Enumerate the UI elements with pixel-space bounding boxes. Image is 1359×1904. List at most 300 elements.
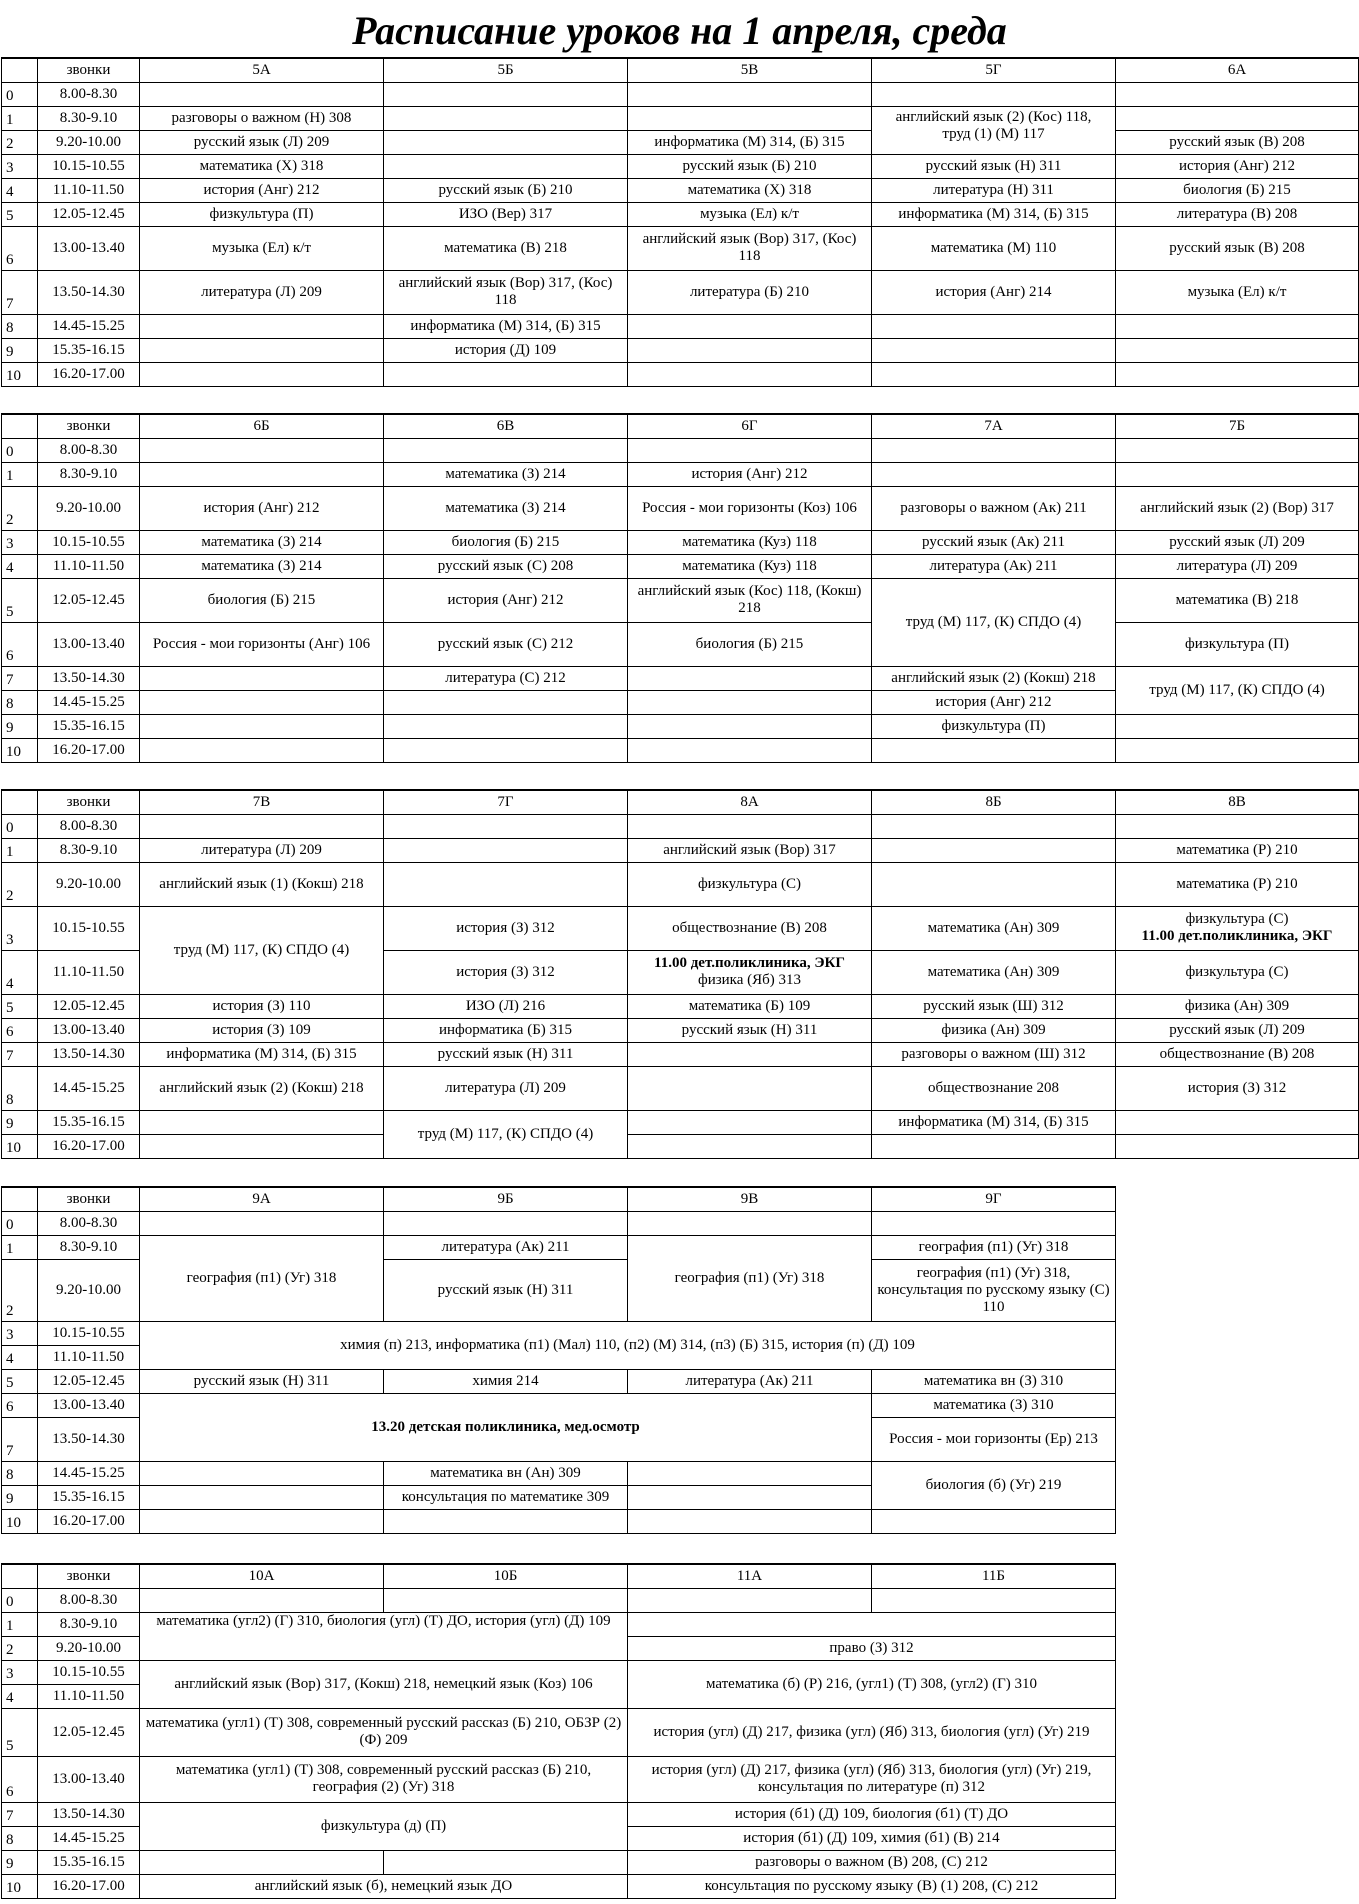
lesson-cell: физика (Ан) 309 xyxy=(872,1018,1116,1042)
lesson-cell: Россия - мои горизонты (Ер) 213 xyxy=(872,1417,1116,1461)
lesson-cell: русский язык (С) 208 xyxy=(384,554,628,578)
lesson-cell xyxy=(384,1509,628,1533)
lesson-cell: информатика (Б) 315 xyxy=(384,1018,628,1042)
lesson-number: 6 xyxy=(2,1018,38,1042)
lesson-cell xyxy=(628,106,872,130)
lesson-cell: литература (Л) 209 xyxy=(1116,554,1359,578)
class-header: 5Б xyxy=(384,58,628,82)
lesson-cell xyxy=(872,438,1116,462)
lesson-cell: физкультура (С) xyxy=(1116,950,1359,994)
times-header: звонки xyxy=(38,1187,140,1211)
lesson-number: 2 xyxy=(2,130,38,154)
lesson-cell: история (угл) (Д) 217, физика (угл) (Яб) 313, биология (угл) (Уг) 219 xyxy=(628,1708,1116,1756)
lesson-cell: разговоры о важном (Ак) 211 xyxy=(872,486,1116,530)
lesson-cell: физкультура (П) xyxy=(872,714,1116,738)
lesson-cell: разговоры о важном (Ш) 312 xyxy=(872,1042,1116,1066)
lesson-number: 3 xyxy=(2,530,38,554)
lesson-time: 12.05-12.45 xyxy=(38,994,140,1018)
lesson-cell xyxy=(140,338,384,362)
lesson-cell: музыка (Ел) к/т xyxy=(140,226,384,270)
lesson-cell: обществознание (В) 208 xyxy=(628,906,872,950)
lesson-time: 14.45-15.25 xyxy=(38,1066,140,1110)
lesson-cell xyxy=(872,1134,1116,1158)
lesson-cell: труд (М) 117, (К) СПДО (4) xyxy=(1116,666,1359,714)
lesson-number: 4 xyxy=(2,178,38,202)
lesson-time: 12.05-12.45 xyxy=(38,1708,140,1756)
lesson-cell: литература (Б) 210 xyxy=(628,270,872,314)
lesson-number: 2 xyxy=(2,862,38,906)
lesson-time: 8.00-8.30 xyxy=(38,1211,140,1235)
lesson-cell xyxy=(1116,714,1359,738)
lesson-cell: ИЗО (Вер) 317 xyxy=(384,202,628,226)
lesson-number: 3 xyxy=(2,1660,38,1684)
class-header: 7В xyxy=(140,790,384,814)
lesson-cell xyxy=(872,314,1116,338)
lesson-cell: литература (В) 208 xyxy=(1116,202,1359,226)
class-header: 11А xyxy=(628,1564,872,1588)
lesson-cell xyxy=(1116,338,1359,362)
class-header: 9Б xyxy=(384,1187,628,1211)
lesson-cell: музыка (Ел) к/т xyxy=(1116,270,1359,314)
clinic-note: 11.00 дет.поликлиника, ЭКГ xyxy=(654,955,845,971)
lesson-cell: математика (угл2) (Г) 310, биология (угл) (Т) ДО, история (угл) (Д) 109 xyxy=(140,1612,628,1660)
lesson-cell: труд (М) 117, (К) СПДО (4) xyxy=(872,578,1116,666)
lesson-number: 3 xyxy=(2,1321,38,1345)
lesson-cell xyxy=(140,1509,384,1533)
lesson-cell: русский язык (Н) 311 xyxy=(628,1018,872,1042)
lesson-time: 11.10-11.50 xyxy=(38,554,140,578)
lesson-cell: литература (Ак) 211 xyxy=(628,1369,872,1393)
lesson-number: 3 xyxy=(2,906,38,950)
lesson-number: 4 xyxy=(2,554,38,578)
lesson-time: 8.00-8.30 xyxy=(38,814,140,838)
corner-cell xyxy=(2,1187,38,1211)
lesson-cell xyxy=(872,362,1116,386)
lesson-number: 10 xyxy=(2,362,38,386)
lesson-time: 11.10-11.50 xyxy=(38,1345,140,1369)
lesson-cell: физкультура (д) (П) xyxy=(140,1802,628,1850)
class-header: 7Г xyxy=(384,790,628,814)
lesson-number: 0 xyxy=(2,1211,38,1235)
lesson-cell: русский язык (С) 212 xyxy=(384,622,628,666)
lesson-cell xyxy=(384,438,628,462)
lesson-cell xyxy=(384,106,628,130)
lesson-cell: математика вн (Ан) 309 xyxy=(384,1461,628,1485)
lesson-cell: литература (Ак) 211 xyxy=(384,1235,628,1259)
lesson-time: 14.45-15.25 xyxy=(38,1826,140,1850)
lesson-cell xyxy=(384,862,628,906)
lesson-cell xyxy=(872,1588,1116,1612)
lesson-time: 10.15-10.55 xyxy=(38,154,140,178)
lesson-cell xyxy=(384,714,628,738)
schedule-table-6b-7b xyxy=(1,413,1359,763)
lesson-cell xyxy=(140,462,384,486)
class-header: 9В xyxy=(628,1187,872,1211)
lesson-line: английский язык (2) (Кос) 118, xyxy=(895,108,1092,125)
lesson-time: 9.20-10.00 xyxy=(38,1636,140,1660)
corner-cell xyxy=(2,790,38,814)
lesson-cell: математика (Ан) 309 xyxy=(872,950,1116,994)
lesson-cell: химия (п) 213, информатика (п1) (Мал) 110, (п2) (М) 314, (п3) (Б) 315, история (п) (Д) 109 xyxy=(140,1321,1116,1369)
lesson-cell: английский язык (Вор) 317, (Кокш) 218, немецкий язык (Коз) 106 xyxy=(140,1660,628,1708)
lesson-cell xyxy=(872,82,1116,106)
lesson-number: 6 xyxy=(2,1393,38,1417)
lesson-cell xyxy=(628,1211,872,1235)
lesson-cell: русский язык (Ак) 211 xyxy=(872,530,1116,554)
lesson-time: 11.10-11.50 xyxy=(38,178,140,202)
lesson-cell xyxy=(628,1134,872,1158)
lesson-cell: обществознание (В) 208 xyxy=(1116,1042,1359,1066)
lesson-cell: история (Анг) 214 xyxy=(872,270,1116,314)
lesson-cell: музыка (Ел) к/т xyxy=(628,202,872,226)
lesson-cell xyxy=(872,1211,1116,1235)
class-header: 9Г xyxy=(872,1187,1116,1211)
class-header: 6Б xyxy=(140,414,384,438)
lesson-cell xyxy=(628,1066,872,1110)
lesson-cell xyxy=(1116,1110,1359,1134)
lesson-cell xyxy=(628,714,872,738)
lesson-time: 13.50-14.30 xyxy=(38,1417,140,1461)
lesson-time: 8.00-8.30 xyxy=(38,1588,140,1612)
lesson-cell: биология (Б) 215 xyxy=(1116,178,1359,202)
lesson-number: 8 xyxy=(2,1066,38,1110)
lesson-cell: консультация по русскому языку (В) (1) 208, (С) 212 xyxy=(628,1874,1116,1898)
corner-cell xyxy=(2,58,38,82)
lesson-time: 12.05-12.45 xyxy=(38,1369,140,1393)
lesson-cell: физика (Ан) 309 xyxy=(1116,994,1359,1018)
lesson-cell: география (п1) (Уг) 318 xyxy=(628,1235,872,1321)
lesson-time: 15.35-16.15 xyxy=(38,1850,140,1874)
lesson-cell: математика (угл1) (Т) 308, современный русский рассказ (Б) 210, география (2) (Уг) 318 xyxy=(140,1756,628,1802)
lesson-time: 16.20-17.00 xyxy=(38,362,140,386)
lesson-cell: русский язык (Н) 311 xyxy=(872,154,1116,178)
lesson-cell xyxy=(384,738,628,762)
lesson-time: 11.10-11.50 xyxy=(38,950,140,994)
lesson-cell xyxy=(384,1588,628,1612)
times-header: звонки xyxy=(38,58,140,82)
lesson-cell: русский язык (Н) 311 xyxy=(384,1042,628,1066)
lesson-cell xyxy=(872,338,1116,362)
class-header: 7А xyxy=(872,414,1116,438)
times-header: звонки xyxy=(38,1564,140,1588)
lesson-cell xyxy=(872,106,1116,154)
lesson-cell xyxy=(1116,314,1359,338)
lesson-number: 7 xyxy=(2,1042,38,1066)
lesson-time: 14.45-15.25 xyxy=(38,1461,140,1485)
lesson-cell xyxy=(628,82,872,106)
lesson-cell: география (п1) (Уг) 318 xyxy=(140,1235,384,1321)
lesson-cell: обществознание 208 xyxy=(872,1066,1116,1110)
lesson-cell xyxy=(628,438,872,462)
lesson-cell: история (Анг) 212 xyxy=(384,578,628,622)
lesson-cell: математика вн (З) 310 xyxy=(872,1369,1116,1393)
lesson-cell: литература (Л) 209 xyxy=(384,1066,628,1110)
lesson-cell xyxy=(140,1485,384,1509)
lesson-time: 8.30-9.10 xyxy=(38,838,140,862)
lesson-number: 6 xyxy=(2,622,38,666)
lesson-cell: физкультура (П) xyxy=(1116,622,1359,666)
lesson-cell xyxy=(140,1110,384,1134)
lesson-cell xyxy=(628,1110,872,1134)
clinic-note: 11.00 дет.поликлиника, ЭКГ xyxy=(1141,928,1333,944)
lesson-cell: литература (Ак) 211 xyxy=(872,554,1116,578)
lesson-cell: математика (В) 218 xyxy=(384,226,628,270)
lesson-number: 3 xyxy=(2,154,38,178)
lesson-time: 8.30-9.10 xyxy=(38,1612,140,1636)
lesson-cell xyxy=(628,814,872,838)
lesson-cell xyxy=(140,82,384,106)
lesson-time: 16.20-17.00 xyxy=(38,1874,140,1898)
lesson-cell: биология (Б) 215 xyxy=(140,578,384,622)
lesson-cell: математика (угл1) (Т) 308, современный русский рассказ (Б) 210, ОБЗР (2) (Ф) 209 xyxy=(140,1708,628,1756)
lesson-number: 9 xyxy=(2,1110,38,1134)
lesson-number: 0 xyxy=(2,1588,38,1612)
lesson-time: 13.00-13.40 xyxy=(38,1018,140,1042)
lesson-line: труд (1) (М) 117 xyxy=(942,125,1045,142)
lesson-cell xyxy=(628,1461,872,1485)
lesson-cell: физкультура (С) xyxy=(628,862,872,906)
lesson-number: 6 xyxy=(2,226,38,270)
class-header: 10А xyxy=(140,1564,384,1588)
lesson-cell xyxy=(384,1211,628,1235)
lesson-time: 9.20-10.00 xyxy=(38,130,140,154)
lesson-time: 16.20-17.00 xyxy=(38,738,140,762)
lesson-cell: история (Анг) 212 xyxy=(1116,154,1359,178)
lesson-cell: труд (М) 117, (К) СПДО (4) xyxy=(384,1110,628,1158)
lesson-cell: история (Д) 109 xyxy=(384,338,628,362)
lesson-time: 15.35-16.15 xyxy=(38,1485,140,1509)
lesson-time: 16.20-17.00 xyxy=(38,1134,140,1158)
lesson-cell xyxy=(1116,362,1359,386)
lesson-number: 1 xyxy=(2,1235,38,1259)
lesson-number: 5 xyxy=(2,202,38,226)
times-header: звонки xyxy=(38,414,140,438)
lesson-cell: информатика (М) 314, (Б) 315 xyxy=(384,314,628,338)
lesson-cell: математика (Куз) 118 xyxy=(628,530,872,554)
lesson-cell: английский язык (Кос) 118, (Кокш) 218 xyxy=(628,578,872,622)
lesson-number: 8 xyxy=(2,314,38,338)
lesson-time: 13.50-14.30 xyxy=(38,1802,140,1826)
lesson-number: 10 xyxy=(2,1509,38,1533)
lesson-cell: математика (Б) 109 xyxy=(628,994,872,1018)
lesson-time: 15.35-16.15 xyxy=(38,338,140,362)
lesson-time: 8.30-9.10 xyxy=(38,462,140,486)
lesson-cell xyxy=(140,1134,384,1158)
lesson-cell: биология (Б) 215 xyxy=(628,622,872,666)
lesson-number: 5 xyxy=(2,1708,38,1756)
lesson-cell: математика (З) 214 xyxy=(384,462,628,486)
lesson-number: 6 xyxy=(2,1756,38,1802)
lesson-cell xyxy=(628,1588,872,1612)
schedule-table-9 xyxy=(1,1186,1116,1534)
lesson-cell xyxy=(1116,462,1359,486)
class-header: 8Б xyxy=(872,790,1116,814)
lesson-cell: математика (З) 214 xyxy=(384,486,628,530)
lesson-cell xyxy=(140,1588,384,1612)
lesson-cell: история (Анг) 212 xyxy=(140,486,384,530)
lesson-cell xyxy=(140,814,384,838)
lesson-cell: история (З) 312 xyxy=(384,950,628,994)
lesson-cell: математика (З) 214 xyxy=(140,530,384,554)
lesson-time: 13.50-14.30 xyxy=(38,270,140,314)
lesson-cell: английский язык (2) (Кокш) 218 xyxy=(872,666,1116,690)
lesson-cell xyxy=(384,362,628,386)
lesson-number: 7 xyxy=(2,666,38,690)
lesson-cell: английский язык (Вор) 317, (Кос) 118 xyxy=(384,270,628,314)
class-header: 8В xyxy=(1116,790,1359,814)
lesson-time: 13.50-14.30 xyxy=(38,1042,140,1066)
lesson-cell: русский язык (Б) 210 xyxy=(384,178,628,202)
lesson-cell: ИЗО (Л) 216 xyxy=(384,994,628,1018)
lesson-number: 4 xyxy=(2,950,38,994)
lesson-cell: русский язык (В) 208 xyxy=(1116,130,1359,154)
lesson-cell: Россия - мои горизонты (Коз) 106 xyxy=(628,486,872,530)
lesson-cell: история (Анг) 212 xyxy=(628,462,872,486)
lesson-number: 5 xyxy=(2,1369,38,1393)
schedule-table-7v-8v xyxy=(1,789,1359,1159)
lesson-cell: русский язык (Н) 311 xyxy=(384,1259,628,1321)
schedule-table-5-6a xyxy=(1,57,1359,387)
lesson-cell xyxy=(1116,738,1359,762)
lesson-cell xyxy=(628,1485,872,1509)
lesson-cell: литература (Л) 209 xyxy=(140,838,384,862)
lesson-cell: русский язык (Ш) 312 xyxy=(872,994,1116,1018)
lesson-cell xyxy=(628,1612,1116,1636)
times-header: звонки xyxy=(38,790,140,814)
lesson-cell xyxy=(1116,82,1359,106)
lesson-time: 9.20-10.00 xyxy=(38,486,140,530)
lesson-cell: математика (З) 310 xyxy=(872,1393,1116,1417)
lesson-time: 13.50-14.30 xyxy=(38,666,140,690)
lesson-cell xyxy=(872,814,1116,838)
lesson-cell: русский язык (В) 208 xyxy=(1116,226,1359,270)
lesson-cell: право (З) 312 xyxy=(628,1636,1116,1660)
class-header: 5Г xyxy=(872,58,1116,82)
lesson-time: 10.15-10.55 xyxy=(38,1660,140,1684)
class-header: 7Б xyxy=(1116,414,1359,438)
schedule-table-10-11 xyxy=(1,1563,1116,1899)
lesson-cell xyxy=(384,690,628,714)
lesson-time: 12.05-12.45 xyxy=(38,202,140,226)
lesson-time: 14.45-15.25 xyxy=(38,314,140,338)
lesson-time: 8.30-9.10 xyxy=(38,1235,140,1259)
lesson-number: 8 xyxy=(2,1461,38,1485)
lesson-number: 0 xyxy=(2,438,38,462)
lesson-number: 10 xyxy=(2,738,38,762)
lesson-number: 9 xyxy=(2,714,38,738)
lesson-cell xyxy=(872,862,1116,906)
lesson-cell: английский язык (1) (Кокш) 218 xyxy=(140,862,384,906)
lesson-cell xyxy=(872,462,1116,486)
lesson-cell: история (угл) (Д) 217, физика (угл) (Яб) 313, биология (угл) (Уг) 219, консультация по литературе (п) 312 xyxy=(628,1756,1116,1802)
lesson-cell: математика (В) 218 xyxy=(1116,578,1359,622)
class-header: 8А xyxy=(628,790,872,814)
lesson-number: 4 xyxy=(2,1345,38,1369)
lesson-number: 7 xyxy=(2,1417,38,1461)
class-header: 11Б xyxy=(872,1564,1116,1588)
lesson-number: 9 xyxy=(2,1850,38,1874)
lesson-number: 1 xyxy=(2,838,38,862)
lesson-number: 9 xyxy=(2,338,38,362)
lesson-cell xyxy=(140,1211,384,1235)
lesson-cell xyxy=(872,838,1116,862)
lesson-cell: биология (б) (Уг) 219 xyxy=(872,1461,1116,1509)
lesson-cell xyxy=(628,1509,872,1533)
lesson-cell xyxy=(384,1850,628,1874)
lesson-time: 8.00-8.30 xyxy=(38,82,140,106)
lesson-cell: английский язык (б), немецкий язык ДО xyxy=(140,1874,628,1898)
lesson-cell xyxy=(872,738,1116,762)
lesson-time: 10.15-10.55 xyxy=(38,906,140,950)
lesson-time: 16.20-17.00 xyxy=(38,1509,140,1533)
lesson-number: 1 xyxy=(2,462,38,486)
lesson-cell xyxy=(628,1042,872,1066)
lesson-cell: информатика (М) 314, (Б) 315 xyxy=(140,1042,384,1066)
lesson-cell: русский язык (Л) 209 xyxy=(1116,1018,1359,1042)
lesson-time: 11.10-11.50 xyxy=(38,1684,140,1708)
lesson-cell: математика (б) (Р) 216, (угл1) (Т) 308, (угл2) (Г) 310 xyxy=(628,1660,1116,1708)
lesson-cell: история (Анг) 212 xyxy=(872,690,1116,714)
lesson-cell xyxy=(628,362,872,386)
lesson-cell: русский язык (Н) 311 xyxy=(140,1369,384,1393)
lesson-cell xyxy=(1116,814,1359,838)
lesson-cell: биология (Б) 215 xyxy=(384,530,628,554)
lesson-cell xyxy=(628,666,872,690)
lesson-cell: математика (З) 214 xyxy=(140,554,384,578)
lesson-time: 14.45-15.25 xyxy=(38,690,140,714)
lesson-cell: труд (М) 117, (К) СПДО (4) xyxy=(140,906,384,994)
lesson-cell: английский язык (Вор) 317 xyxy=(628,838,872,862)
lesson-cell: литература (Н) 311 xyxy=(872,178,1116,202)
lesson-cell xyxy=(384,838,628,862)
lesson-number: 8 xyxy=(2,1826,38,1850)
lesson-cell: литература (Л) 209 xyxy=(140,270,384,314)
lesson-number: 1 xyxy=(2,1612,38,1636)
lesson-cell xyxy=(140,714,384,738)
lesson-cell: история (З) 109 xyxy=(140,1018,384,1042)
lesson-cell xyxy=(628,950,872,994)
class-header: 6Г xyxy=(628,414,872,438)
lesson-cell: разговоры о важном (Н) 308 xyxy=(140,106,384,130)
lesson-time: 8.30-9.10 xyxy=(38,106,140,130)
lesson-cell: химия 214 xyxy=(384,1369,628,1393)
lesson-cell xyxy=(140,1850,384,1874)
lesson-number: 2 xyxy=(2,486,38,530)
lesson-cell xyxy=(1116,106,1359,130)
lesson-cell: математика (Ан) 309 xyxy=(872,906,1116,950)
lesson-cell: информатика (М) 314, (Б) 315 xyxy=(872,1110,1116,1134)
lesson-number: 5 xyxy=(2,578,38,622)
lesson-cell xyxy=(140,314,384,338)
lesson-cell: физкультура (П) xyxy=(140,202,384,226)
lesson-number: 9 xyxy=(2,1485,38,1509)
class-header: 9А xyxy=(140,1187,384,1211)
lesson-cell: математика (Х) 318 xyxy=(140,154,384,178)
lesson-cell: история (З) 110 xyxy=(140,994,384,1018)
lesson-number: 4 xyxy=(2,1684,38,1708)
clinic-note: 13.20 детская поликлиника, мед.осмотр xyxy=(140,1393,872,1461)
lesson-cell: русский язык (Б) 210 xyxy=(628,154,872,178)
lesson-cell xyxy=(140,1461,384,1485)
lesson-time: 12.05-12.45 xyxy=(38,578,140,622)
lesson-time: 13.00-13.40 xyxy=(38,1756,140,1802)
lesson-number: 10 xyxy=(2,1874,38,1898)
corner-cell xyxy=(2,1564,38,1588)
lesson-number: 7 xyxy=(2,1802,38,1826)
lesson-time: 15.35-16.15 xyxy=(38,714,140,738)
lesson-cell: история (З) 312 xyxy=(384,906,628,950)
lesson-cell: история (З) 312 xyxy=(1116,1066,1359,1110)
